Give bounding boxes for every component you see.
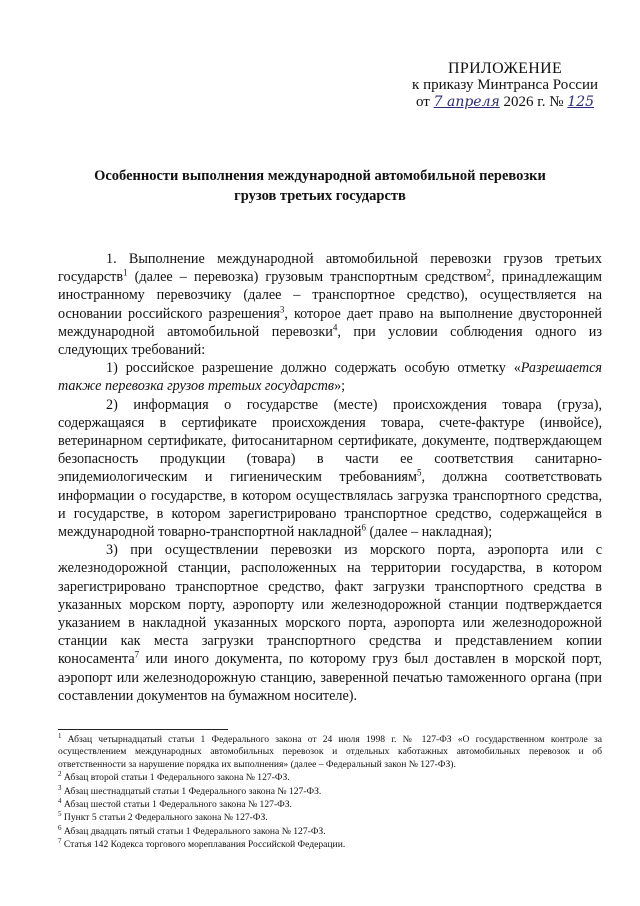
- text-run: , которое дает право на выполнение двусторонней международной автомобильной перевозки: [58, 305, 602, 340]
- italic-text: Разрешается также перевозка грузов третьих государств: [58, 360, 602, 395]
- paragraph-item-3: [58, 541, 602, 705]
- handwritten-number: 125: [567, 94, 595, 110]
- footnote-6: [58, 823, 602, 838]
- footnote-ref-7: 7: [134, 649, 140, 660]
- footnote-ref-4: 4: [332, 322, 338, 333]
- footnote-ref-5: 5: [416, 467, 422, 478]
- footnote-text: Пункт 5 статьи 2 Федерального закона № 127-ФЗ.: [61, 812, 268, 824]
- footnote-number: 6: [58, 823, 62, 832]
- paragraph-item-2: [58, 396, 602, 542]
- footnote-1: [58, 731, 602, 771]
- text-run: (далее – перевозка) грузовым транспортным средством: [127, 269, 487, 286]
- footnote-number: 7: [58, 837, 62, 846]
- footnote-text: Абзац шестнадцатый статьи 1 Федерального закона № 127-ФЗ.: [61, 785, 322, 797]
- appendix-date-line: [412, 94, 598, 111]
- text-run: 1) российское разрешение должно содержать особую отметку «: [106, 360, 521, 377]
- date-prefix: от: [416, 94, 430, 110]
- footnote-ref-3: 3: [279, 303, 285, 314]
- footnote-separator: [58, 729, 228, 730]
- footnote-text: Абзац шестой статьи 1 Федерального закона № 127-ФЗ.: [61, 799, 292, 811]
- footnote-text: Статья 142 Кодекса торгового мореплавания Российской Федерации.: [61, 839, 346, 851]
- text-run: 3) при осуществлении перевозки из морского порта, аэропорта или с железнодорожной станции, расположенных на территории государства, в котором зарегистрировано транспортное средство, факт загрузки транспортного средства в указанных морском порту, аэропорту или железнодорожной станции подтверждается указанием в накладной указанных морского порта, аэропорта или железнодорожной станции как места загрузки транспортного средства и представлением копии коносамента: [58, 542, 602, 668]
- paragraph-item-1: [58, 359, 602, 395]
- date-year: 2026 г. №: [503, 94, 564, 110]
- appendix-header: [412, 60, 598, 111]
- text-run: »;: [334, 378, 346, 395]
- document-title: [60, 166, 580, 206]
- text-run: 1. Выполнение международной автомобильной перевозки грузов третьих государств: [58, 251, 602, 286]
- footnote-number: 5: [58, 810, 62, 819]
- document-body: [58, 250, 602, 705]
- text-run: 2) информация о государстве (месте) происхождения товара (груза), содержащаяся в сертификате происхождения товара, счете-фактуре (инвойсе), ветеринарном сертификате, фитосанитарном сертификате, документе, подтверждающем безопасность продукции (товара) в части ее соответствия санитарно-эпидемиологическим и гигиеническим требованиям: [58, 396, 602, 486]
- footnote-number: 4: [58, 796, 62, 805]
- text-run: (далее – накладная);: [365, 524, 493, 541]
- footnote-ref-2: 2: [486, 267, 491, 278]
- footnote-ref-6: 6: [361, 522, 366, 533]
- footnote-3: [58, 783, 602, 798]
- footnote-number: 3: [58, 783, 62, 792]
- footnote-ref-1: 1: [123, 267, 128, 278]
- footnote-7: [58, 839, 602, 851]
- footnote-number: 2: [58, 770, 62, 779]
- paragraph-1: [58, 250, 602, 359]
- footnotes: [58, 731, 602, 853]
- footnote-text: Абзац четырнадцатый статьи 1 Федерального закона от 24 июля 1998 г. № 127-ФЗ «О государственном контроле за осуществлением международных автомобильных перевозок и отдельных каботажных автомобильных перевозок и об ответственности за нарушение порядка их выполнения» (далее – Федеральный закон № 127-ФЗ).: [58, 734, 602, 770]
- footnote-4: [58, 796, 602, 811]
- document-title-line1: Особенности выполнения международной автомобильной перевозки: [94, 168, 546, 184]
- footnote-text: Абзац второй статьи 1 Федерального закона № 127-ФЗ.: [61, 772, 290, 784]
- text-run: , принадлежащим иностранному перевозчику (далее – транспортное средство), осуществляется на основании российского разрешения: [58, 269, 602, 322]
- document-title-line2: грузов третьих государств: [234, 188, 406, 204]
- appendix-title: ПРИЛОЖЕНИЕ: [448, 60, 563, 77]
- footnote-text: Абзац двадцать пятый статьи 1 Федерального закона № 127-ФЗ.: [61, 825, 326, 837]
- handwritten-date: 7 апреля: [433, 94, 500, 110]
- footnote-5: [58, 812, 602, 824]
- text-run: , при условии соблюдения одного из следующих требований:: [58, 323, 603, 359]
- text-run: , должна соответствовать информации о государстве, в котором осуществлялась загрузка транспортного средства, и государстве, в котором зарегистрировано транспортное средство, содержащейся в международной товарно-транспортной накладной: [58, 469, 602, 541]
- footnote-number: 1: [58, 731, 62, 740]
- text-run: или иного документа, по которому груз был доставлен в морской порт, аэропорт или железнодорожную станцию, заверенной печатью таможенного органа (при составлении документов на бумажном носителе).: [58, 651, 602, 704]
- footnote-2: [58, 772, 602, 784]
- appendix-order-line: к приказу Минтранса России: [412, 77, 598, 93]
